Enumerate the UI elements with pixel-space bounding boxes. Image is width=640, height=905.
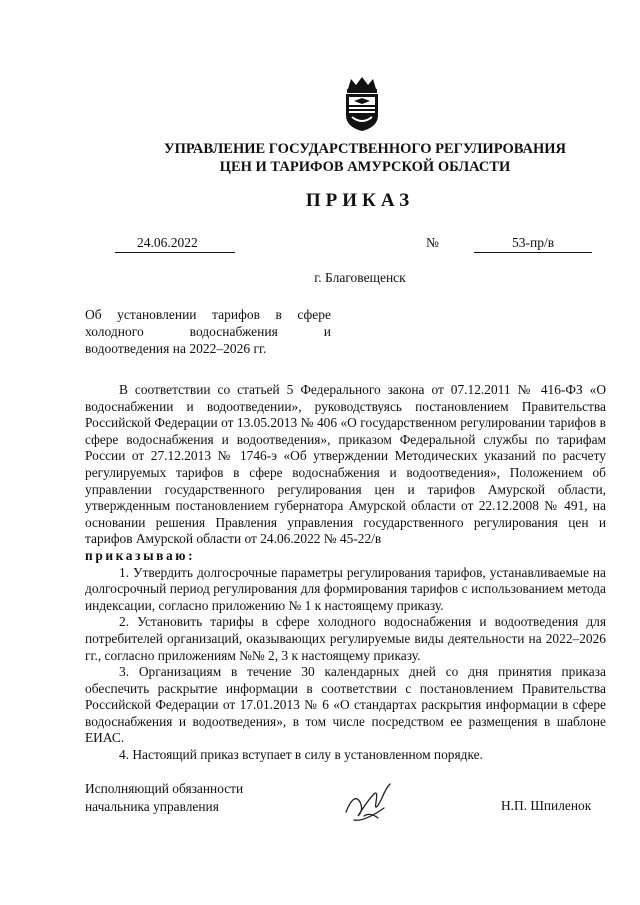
signatory-position-line-1: Исполняющий обязанности xyxy=(85,781,244,796)
order-item-1: 1. Утвердить долгосрочные параметры регулирования тарифов, устанавливаемые на долгосрочный период регулирования для формирования тарифов с использованием метода индексации, согласно приложению № 1 к настоящему приказу. xyxy=(85,564,606,613)
preamble-paragraph: В соответствии со статьей 5 Федерального закона от 07.12.2011 № 416-ФЗ «О водоснабжении и водоотведении», руководствуясь постановлением Правительства Российской Федерации от 13.05.2013 № 406 «О государственном регулировании тарифов в сфере водоснабжения и водоотведения», приказом Федеральной службы по тарифам России от 27.12.2013 № 1746-э «Об утверждении Методических указаний по расчету регулируемых тарифов в сфере водоснабжения и водоотведения», Положением об управлении государственного регулирования цен и тарифов Амурской области, утвержденным постановлением губернатора Амурской области от 22.12.2008 № 491, на основании решения Правления управления государственного регулирования цен и тарифов Амурской области от 24.06.2022 № 45-22/в xyxy=(85,382,606,547)
signatory-position xyxy=(85,780,243,816)
order-date: 24.06.2022 xyxy=(115,234,235,253)
order-word: приказываю: xyxy=(85,547,196,563)
signatory-name: Н.П. Шпиленок xyxy=(501,798,592,813)
order-subject: Об установлении тарифов в сфере холодного водоснабжения и водоотведения на 2022–2026 гг. xyxy=(85,307,331,356)
agency-name xyxy=(0,140,640,176)
amur-region-coat-of-arms-icon xyxy=(340,75,384,133)
order-body xyxy=(85,382,606,764)
agency-line-2: ЦЕН И ТАРИФОВ АМУРСКОЙ ОБЛАСТИ xyxy=(219,159,511,175)
agency-line-1: УПРАВЛЕНИЕ ГОСУДАРСТВЕННОГО РЕГУЛИРОВАНИЯ xyxy=(163,141,567,157)
city: г. Благовещенск xyxy=(314,270,406,285)
order-item-4: 4. Настоящий приказ вступает в силу в установленном порядке. xyxy=(119,747,483,763)
order-item-2: 2. Установить тарифы в сфере холодного водоснабжения и водоотведения для потребителей организаций, оказывающих регулируемые виды деятельности на 2022–2026 гг., согласно приложениям №№ 2, 3 к настоящему приказу. xyxy=(85,614,606,663)
document-title: ПРИКАЗ xyxy=(305,190,415,211)
order-number: 53-пр/в xyxy=(474,234,592,253)
order-item-3: 3. Организациям в течение 30 календарных дней со дня принятия приказа обеспечить раскрытие информации в соответствии с постановлением Правительства Российской Федерации от 17.01.2013 № 6 «О стандартах раскрытия информации в сфере водоснабжения и водоотведения», в том числе посредством ее размещения в шаблоне ЕИАС. xyxy=(85,664,606,746)
handwritten-signature-icon xyxy=(334,772,404,828)
order-number-label: № xyxy=(426,235,439,250)
signatory-position-line-2: начальника управления xyxy=(85,799,219,814)
